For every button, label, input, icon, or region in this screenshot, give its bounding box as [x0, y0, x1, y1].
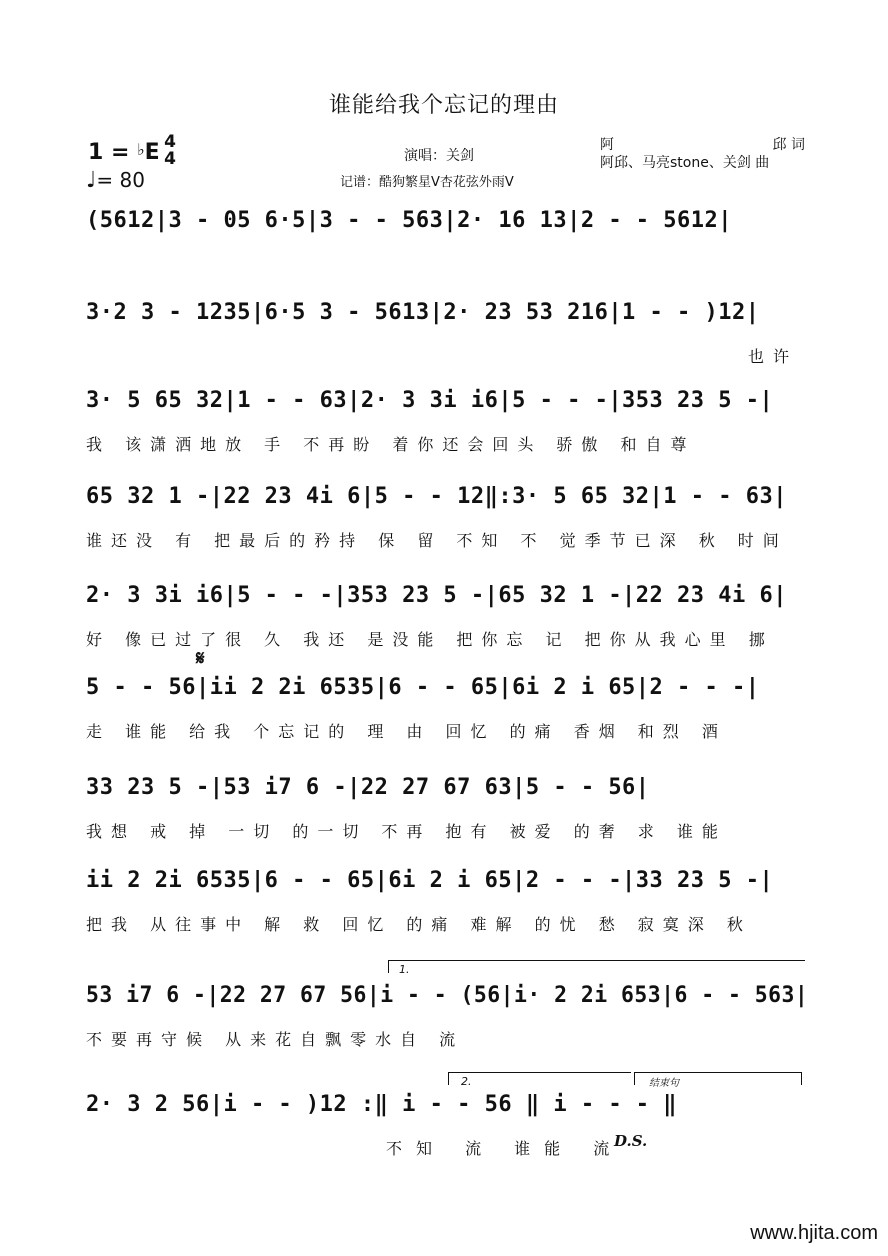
- time-signature: [160, 134, 180, 168]
- lyric-line: 谁还没 有 把最后的矜持 保 留 不知 不 觉季节已深 秋 时间: [86, 531, 788, 550]
- lyric-line: 我想 戒 掉 一切 的一切 不再 抱有 被爱 的奢 求 谁能: [86, 822, 727, 841]
- score-row: [86, 583, 808, 649]
- segno-sign: 𝄋: [196, 646, 205, 670]
- coda-ending-label: 结束句: [649, 1078, 679, 1089]
- lyric-line: 好 像已过了很 久 我还 是没能 把你忘 记 把你从我心里 挪: [86, 630, 774, 649]
- song-title: 谁能给我个忘记的理由: [328, 93, 559, 118]
- first-ending-bracket: [388, 960, 805, 976]
- lyricist-name-left: 阿: [600, 137, 614, 153]
- coda-ending-bracket: [634, 1072, 802, 1089]
- lyric-line: 不知 流 谁能 流: [386, 1139, 624, 1158]
- quarter-note-icon: ♩: [86, 168, 97, 193]
- second-ending-label: 2.: [461, 1075, 472, 1088]
- score-row: [86, 775, 808, 841]
- transcriber-credit: 记谱：酷狗繁星V杏花弦外雨V: [340, 175, 514, 190]
- notation-line: 5 - - 56|ii 2 2i 6535|6 - - 65|6i 2 i 65|2 - - -|: [86, 675, 760, 700]
- score-row: [86, 675, 808, 741]
- notation-line: 33 23 5 -|53 i7 6 -|22 27 67 63|5 - - 56|: [86, 775, 650, 800]
- time-top: 4: [164, 132, 176, 152]
- score-row: [86, 484, 808, 550]
- lyricist-credit: [600, 134, 805, 154]
- key-note: E: [144, 140, 160, 165]
- second-ending-bracket: [448, 1072, 631, 1088]
- flat-symbol: ♭: [137, 140, 145, 159]
- dal-segno-mark: D.S.: [614, 1132, 648, 1150]
- score-row: [86, 208, 808, 248]
- lyric-line: 不要再守候 从来花自飘零水自 流: [86, 1030, 465, 1049]
- tempo-value: = 80: [96, 168, 145, 192]
- lyric-line: 走 谁能 给我 个忘记的 理 由 回忆 的痛 香烟 和烈 酒: [86, 722, 727, 741]
- lyric-line: 我 该潇洒地放 手 不再盼 着你还会回头 骄傲 和自尊: [86, 435, 696, 454]
- notation-line: 2· 3 3i i6|5 - - -|353 23 5 -|65 32 1 -|22 23 4i 6|: [86, 583, 788, 608]
- key-signature: [88, 140, 160, 165]
- notation-line: ii 2 2i 6535|6 - - 65|6i 2 i 65|2 - - -|33 23 5 -|: [86, 868, 774, 893]
- tempo-mark: [86, 168, 145, 193]
- lyric-line: 把我 从往事中 解 救 回忆 的痛 难解 的忧 愁 寂寞深 秋: [86, 915, 752, 934]
- composer-credit: 阿邱、马亮stone、关剑 曲: [600, 155, 770, 171]
- notation-line: 53 i7 6 -|22 27 67 56|i - - (56|i· 2 2i 653|6 - - 563|: [86, 983, 809, 1008]
- score-row: [86, 388, 808, 454]
- notation-line: (5612|3 - 05 6·5|3 - - 563|2· 16 13|2 - - 5612|: [86, 208, 733, 233]
- first-ending-label: 1.: [399, 963, 410, 976]
- notation-line: 3· 5 65 32|1 - - 63|2· 3 3i i6|5 - - -|353 23 5 -|: [86, 388, 774, 413]
- time-bottom: 4: [164, 149, 176, 169]
- notation-line: 2· 3 2 56|i - - )12 :‖ i - - 56 ‖ i - - - ‖: [86, 1092, 678, 1117]
- notation-line: 65 32 1 -|22 23 4i 6|5 - - 12‖:3· 5 65 32|1 - - 63|: [86, 484, 788, 509]
- score-row: [86, 983, 809, 1049]
- lyricist-name-right: 邱 词: [772, 137, 805, 153]
- key-label: 1 =: [88, 140, 138, 165]
- site-watermark: www.hjita.com: [750, 1222, 878, 1244]
- lyric-line: 也许: [747, 347, 798, 366]
- singer-credit: 演唱：关剑: [404, 148, 474, 164]
- score-row: [86, 300, 808, 366]
- notation-line: 3·2 3 - 1235|6·5 3 - 5613|2· 23 53 216|1 - - )12|: [86, 300, 760, 325]
- score-row: [86, 868, 808, 934]
